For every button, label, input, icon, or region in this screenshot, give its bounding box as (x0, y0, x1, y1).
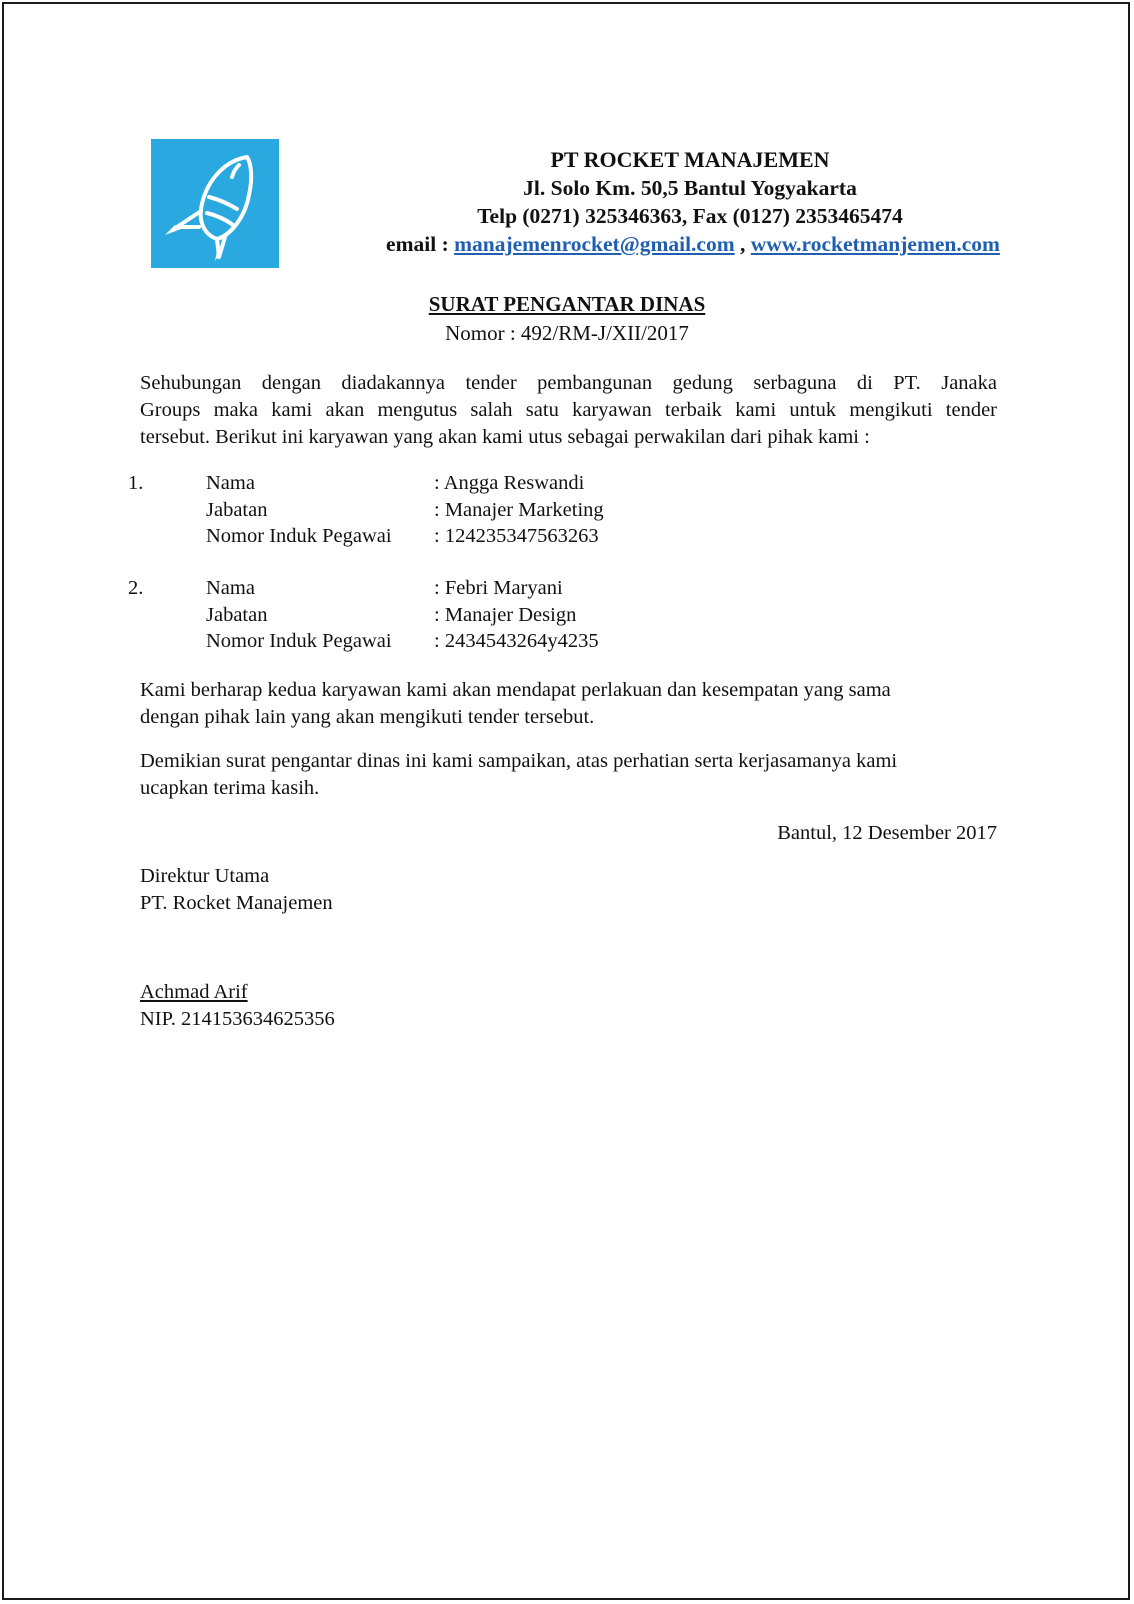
company-name: PT ROCKET MANAJEMEN (550, 147, 830, 172)
employee-number: 2. (128, 577, 144, 599)
letter-date: Bantul, 12 Desember 2017 (777, 822, 997, 844)
signer-company: PT. Rocket Manajemen (140, 892, 333, 914)
field-label: Nama (206, 577, 255, 599)
signer-position: Direktur Utama (140, 865, 270, 887)
letterhead (290, 146, 1090, 258)
document-number: Nomor : 492/RM-J/XII/2017 (445, 321, 689, 345)
company-logo (151, 139, 279, 268)
hope-line: dengan pihak lain yang akan mengikuti tender tersebut. (140, 706, 595, 728)
employee-entry-1 (128, 470, 828, 550)
field-value: : Angga Reswandi (434, 472, 585, 494)
hope-line: Kami berharap kedua karyawan kami akan mendapat perlakuan dan kesempatan yang sama (140, 679, 891, 701)
closing-line: ucapkan terima kasih. (140, 777, 320, 799)
company-address: Jl. Solo Km. 50,5 Bantul Yogyakarta (523, 176, 857, 200)
contact-separator: , (734, 232, 751, 256)
field-label: Nama (206, 472, 255, 494)
intro-line: Sehubungan dengan diadakannya tender pembangunan gedung serbaguna di PT. Janaka (140, 372, 997, 394)
field-label: Jabatan (206, 603, 268, 626)
hope-paragraph (140, 677, 997, 731)
closing-paragraph (140, 748, 997, 802)
document-header (0, 290, 1134, 347)
field-label: Nomor Induk Pegawai (206, 630, 392, 652)
field-label: Nomor Induk Pegawai (206, 525, 392, 547)
field-value: : 124235347563263 (434, 525, 599, 547)
signer-name: Achmad Arif (140, 981, 248, 1003)
field-value: : Febri Maryani (434, 577, 563, 599)
rocket-icon (151, 139, 279, 268)
closing-line: Demikian surat pengantar dinas ini kami sampaikan, atas perhatian serta kerjasamanya kami (140, 750, 898, 772)
website-link[interactable]: www.rocketmanjemen.com (750, 232, 1000, 256)
document-title: SURAT PENGANTAR DINAS (428, 292, 706, 316)
field-value: : Manajer Marketing (434, 498, 604, 521)
email-label: email : (386, 232, 455, 256)
field-value: : 2434543264y4235 (434, 630, 599, 652)
employee-entry-2 (128, 575, 828, 655)
intro-line: Groups maka kami akan mengutus salah satu karyawan terbaik kami untuk mengikuti tender (140, 399, 997, 421)
intro-paragraph (140, 370, 997, 451)
company-phone-fax: Telp (0271) 325346363, Fax (0127) 2353465474 (477, 204, 903, 228)
company-contact (290, 230, 1090, 258)
employee-number: 1. (128, 472, 144, 494)
intro-line: tersebut. Berikut ini karyawan yang akan kami utus sebagai perwakilan dari pihak kami : (140, 426, 870, 448)
field-label: Jabatan (206, 498, 268, 521)
field-value: : Manajer Design (434, 603, 577, 626)
email-link[interactable]: manajemenrocket@gmail.com (454, 232, 735, 256)
signer-nip: NIP. 214153634625356 (140, 1008, 335, 1030)
